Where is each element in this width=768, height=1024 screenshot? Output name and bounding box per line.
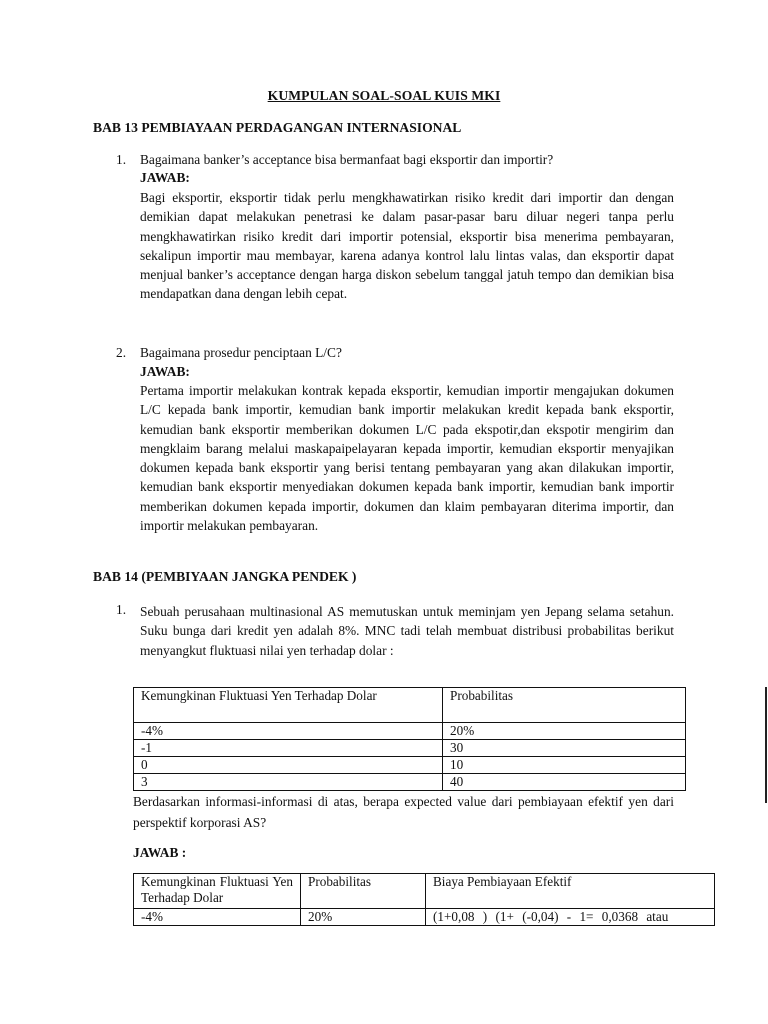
bab14-after-table-text: Berdasarkan informasi-informasi di atas, berapa expected value dari pembiayaan efektif yen dari perspektif korporasi AS? (133, 794, 674, 830)
table-header-cell: Biaya Pembiayaan Efektif (426, 874, 715, 909)
table-row (134, 740, 686, 757)
bab13-q1-answer: Bagi eksportir, eksportir tidak perlu mengkhawatirkan risiko kredit dari importir dan dengan demikian dapat melakukan penetrasi ke dalam pasar-pasar baru diluar negeri tanpa perlu mengkhawatirkan risiko kredit dari importir potensial, eksportir bisa menerima pembayaran, sekalipun importir mau membayar, karena adanya kontrol lalu lintas valas, dan eksportir dapat menjual banker’s acceptance dengan harga diskon sebelum tanggal jatuh tempo dan demikian bisa mendapatkan dana dengan lebih cepat. (140, 190, 674, 302)
table-row (134, 909, 715, 926)
table-cell: -4% (134, 909, 301, 926)
table-cell: 0 (134, 757, 443, 774)
fluktuasi-table (133, 687, 686, 791)
bab13-heading: BAB 13 PEMBIAYAAN PERDAGANGAN INTERNASIONAL (93, 120, 462, 135)
bab13-q2-question: Bagaimana prosedur penciptaan L/C? (140, 345, 342, 360)
page-edge-mark (765, 687, 767, 803)
biaya-pembiayaan-table (133, 873, 715, 926)
table-header-row (134, 874, 715, 909)
bab13-q2-jawab-label: JAWAB: (140, 364, 190, 379)
bab14-jawab-label: JAWAB : (133, 845, 187, 860)
table-row (134, 757, 686, 774)
table-cell: (1+0,08 ) (1+ (-0,04) - 1= 0,0368 atau (426, 909, 715, 926)
table-cell: 40 (443, 774, 686, 791)
bab14-heading: BAB 14 (PEMBIYAAN JANGKA PENDEK ) (93, 569, 357, 584)
bab13-q2-number: 2. (116, 345, 127, 360)
table-header-row (134, 688, 686, 723)
table-row (134, 774, 686, 791)
bab13-q1-jawab-label: JAWAB: (140, 170, 190, 185)
table-cell: -1 (134, 740, 443, 757)
document-title: KUMPULAN SOAL-SOAL KUIS MKI (267, 88, 501, 103)
table-cell: 30 (443, 740, 686, 757)
table-cell: 20% (301, 909, 426, 926)
table-cell: 10 (443, 757, 686, 774)
table-cell: 20% (443, 723, 686, 740)
table-row (134, 723, 686, 740)
table-cell: -4% (134, 723, 443, 740)
table-header-cell: Probabilitas (301, 874, 426, 909)
table-header-cell: Kemungkinan Fluktuasi Yen Terhadap Dolar (134, 874, 301, 909)
bab14-q1-question: Sebuah perusahaan multinasional AS memutuskan untuk meminjam yen Jepang selama setahun. Suku bunga dari kredit yen adalah 8%. MNC tadi telah membuat distribusi probabilitas berikut menyangkut fluktuasi nilai yen terhadap dolar : (140, 604, 674, 658)
table-cell: 3 (134, 774, 443, 791)
bab13-q1-number: 1. (116, 152, 127, 167)
bab13-q2-answer: Pertama importir melakukan kontrak kepada eksportir, kemudian importir mengajukan dokumen L/C kepada bank importir, kemudian bank importir melakukan kredit kepada bank eksportir, kemudian bank eksportir memberikan dokumen L/C pada ekspotir,dan ekspotir mengirim dan mengklaim barang melalui maskapaipelayaran kepada importir, kemudian eksportir menyajikan dokumen kepada bank eksportir yang berisi tentang pembayaran yang akan dilakukan importir, kemudian bank eksportir menyediakan dokumen kepada bank importir, kemudian bank importir memberikan dokumen kepada importir, dokumen dan klaim pembayaran diterima importir, dan importir melakukan pembayaran. (140, 383, 674, 534)
table-header-cell: Probabilitas (443, 688, 686, 723)
table-header-cell: Kemungkinan Fluktuasi Yen Terhadap Dolar (134, 688, 443, 723)
bab13-q1-question: Bagaimana banker’s acceptance bisa bermanfaat bagi eksportir dan importir? (140, 152, 554, 167)
bab14-q1-number: 1. (116, 602, 127, 617)
